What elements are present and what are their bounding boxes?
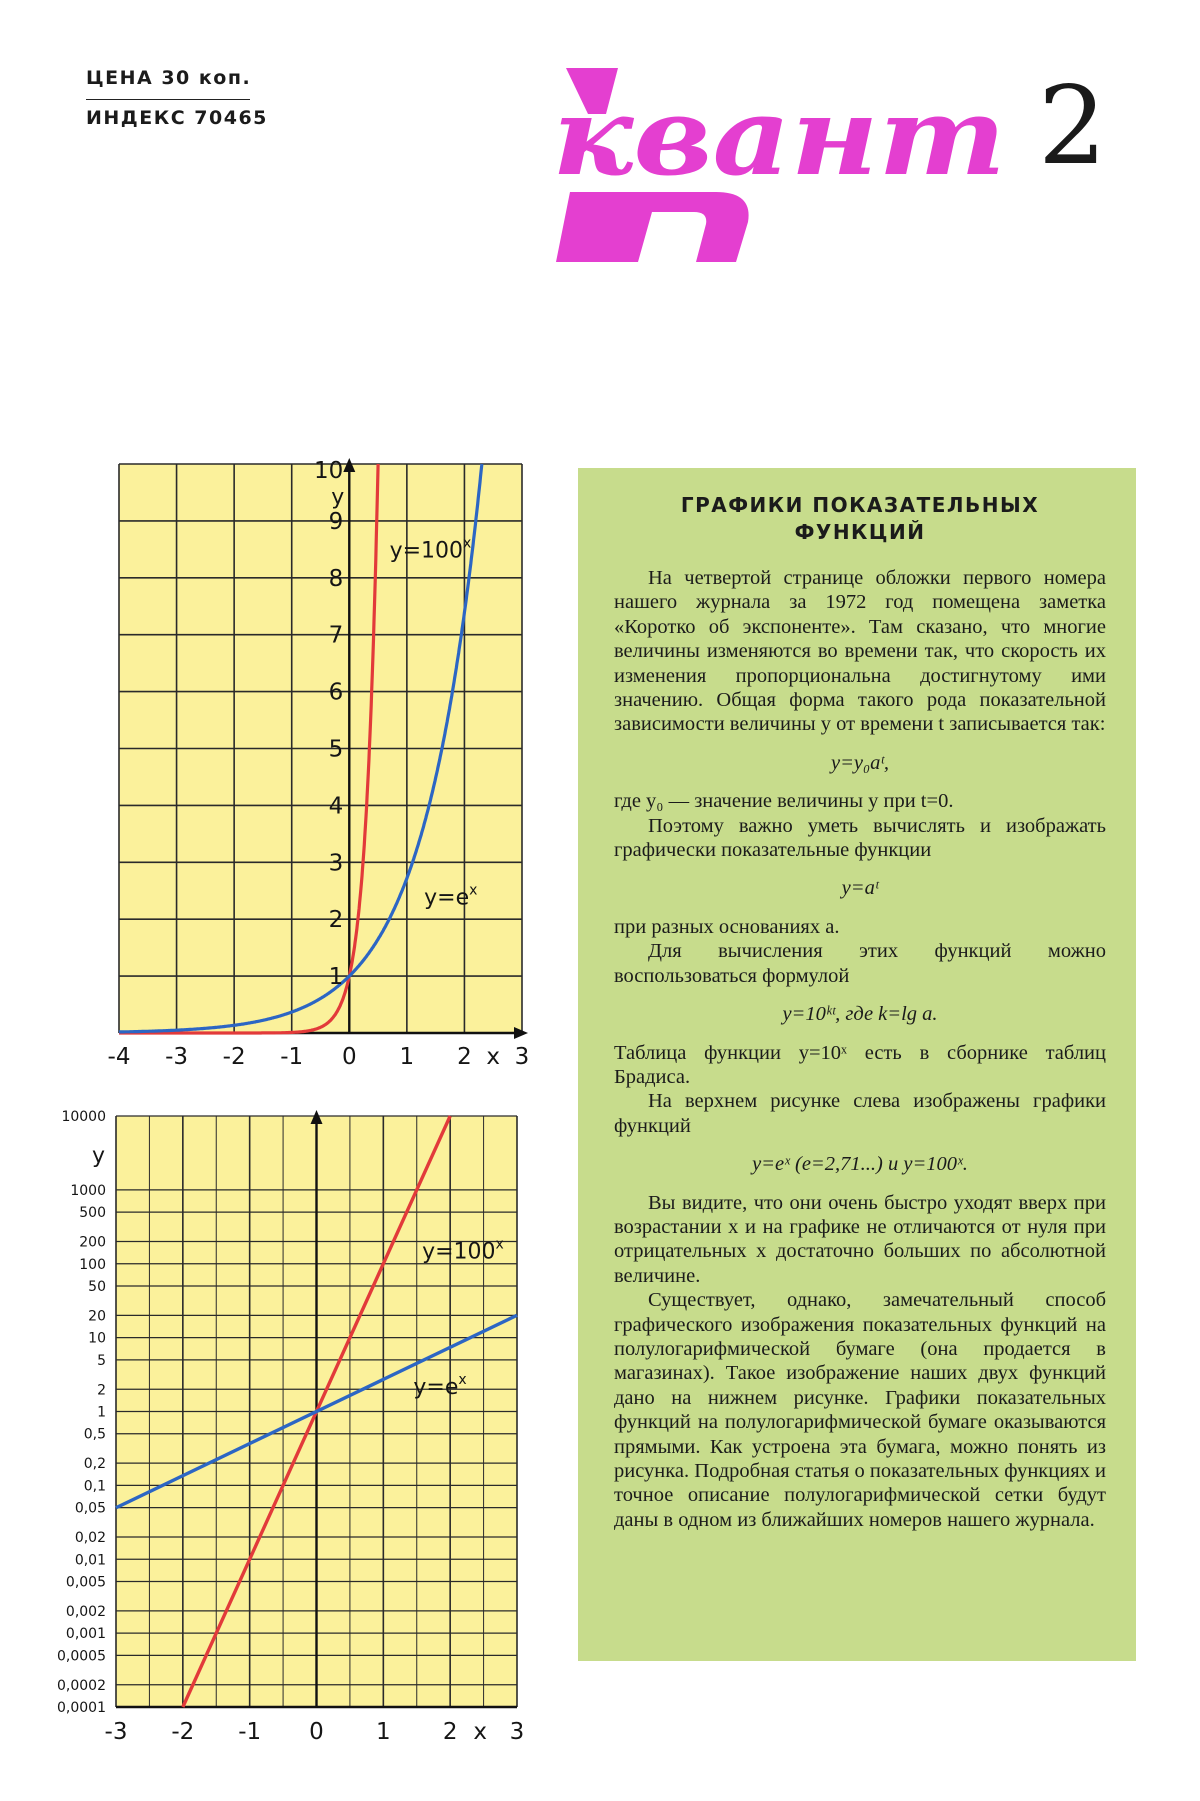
kvant-logo	[548, 62, 1018, 262]
y-tick-label: 20	[88, 1308, 106, 1325]
x-tick-label: 1	[376, 1719, 391, 1745]
logo-text: квант	[552, 74, 1006, 200]
y-tick-label: 5	[328, 736, 344, 763]
formula-3: y=10ᵏᵗ, где k=lg a.	[782, 1003, 938, 1026]
x-tick-label: 3	[514, 1044, 530, 1070]
paragraph-1: На четвертой странице обложки первого номера нашего журнала за 1972 год помещена заметка «Коротко об экспоненте». Там сказано, что многие величины изменяются во времени так, что скорость их изменения пропорциональна достигнутому ими значению. Общая форма такого рода показательной зависимости величины y от времени t записывается так:	[614, 567, 1106, 736]
paragraph-4: при разных основаниях a.	[614, 915, 840, 938]
x-tick-label: -3	[104, 1719, 128, 1745]
x-tick-label: -3	[165, 1044, 189, 1070]
x-tick-label: -1	[238, 1719, 262, 1745]
y-tick-label: 10	[88, 1330, 106, 1347]
y-tick-label: 2	[97, 1382, 106, 1399]
price-block	[86, 60, 268, 137]
formula-1: y=y₀aᵗ,	[831, 751, 889, 774]
y-tick-label: 100	[79, 1256, 106, 1273]
y-tick-label: 200	[79, 1234, 106, 1251]
x-tick-label: 1	[399, 1044, 415, 1070]
y-tick-label: 5	[97, 1352, 106, 1369]
x-tick-labels	[108, 1044, 530, 1070]
label-y-ex: $y=e^x$	[413, 1372, 467, 1401]
article-title-line2: ФУНКЦИЙ	[794, 520, 926, 544]
y-tick-labels	[57, 1109, 106, 1716]
paragraph-7: На верхнем рисунке слева изображены графики функций	[614, 1090, 1106, 1137]
chart-semilog	[0, 1100, 530, 1770]
paragraph-8: Вы видите, что они очень быстро уходят вверх при возрастании x и на графике не отличаются от нуля при отрицательных x достаточно больших по абсолютной величине.	[614, 1191, 1106, 1287]
y-tick-label: 0,0001	[57, 1700, 106, 1716]
paragraph-9: Существует, однако, замечательный способ графического изображения показательных функций на полулогарифмической бумаге (она продается в магазинах). Такое изображение наших двух функций дано на нижнем рисунке. Графики показательных функций на полулогарифмической бумаге оказываются прямыми. Как устроена эта бумага, можно понять из рисунка. Подробная статья о показательных функциях и точное описание полулогарифмической сетки будут даны в одном из ближайших номеров нашего журнала.	[614, 1289, 1106, 1531]
x-tick-label: -2	[171, 1719, 195, 1745]
price-label: ЦЕНА 30 коп.	[86, 67, 252, 89]
y-tick-label: 0,1	[83, 1478, 106, 1495]
y-tick-label: 4	[328, 793, 344, 820]
x-tick-label: x	[473, 1719, 488, 1745]
y-tick-label: 9	[328, 508, 344, 535]
y-tick-label: 0,005	[65, 1574, 106, 1591]
y-tick-label: 1000	[70, 1182, 106, 1199]
label-y-100x: $y=100^x$	[422, 1236, 504, 1265]
x-tick-label: -2	[222, 1044, 246, 1070]
x-tick-label: 3	[509, 1719, 525, 1745]
x-tick-label: -4	[107, 1044, 131, 1070]
x-tick-label: x	[486, 1044, 501, 1070]
y-tick-label: 50	[88, 1278, 106, 1295]
article-title-line1: ГРАФИКИ ПОКАЗАТЕЛЬНЫХ	[680, 493, 1040, 517]
y-tick-label: 3	[328, 850, 344, 877]
x-tick-label: 2	[457, 1044, 472, 1070]
x-tick-labels	[105, 1719, 525, 1745]
x-tick-label: 0	[309, 1719, 324, 1745]
issue-number: 2	[1038, 64, 1107, 189]
y-tick-label: 1	[97, 1404, 106, 1421]
article-panel	[578, 468, 1136, 1661]
y-tick-label: 0,02	[74, 1530, 106, 1547]
paragraph-3: Поэтому важно уметь вычислять и изображать графически показательные функции	[614, 814, 1106, 862]
x-tick-label: 2	[442, 1719, 458, 1745]
y-tick-label: 0,001	[65, 1626, 106, 1643]
y-tick-label: 8	[328, 565, 344, 592]
chart-linear	[0, 448, 530, 1088]
y-tick-label: 2	[328, 907, 344, 934]
y-tick-label: 0,002	[65, 1603, 106, 1620]
y-tick-label: 500	[79, 1205, 106, 1222]
y-tick-label: 6	[328, 679, 344, 706]
y-tick-label: 0,0005	[57, 1648, 106, 1665]
y-axis-label: y	[331, 485, 345, 510]
y-tick-label: 10000	[61, 1109, 106, 1125]
paragraph-2: где y₀ — значение величины y при t=0.	[614, 790, 954, 813]
y-tick-label: 10	[314, 458, 344, 484]
paragraph-6: Таблица функции y=10ˣ есть в сборнике таблиц Брадиса.	[614, 1041, 1106, 1088]
x-tick-label: -1	[280, 1044, 304, 1070]
y-tick-label: 0,05	[74, 1500, 106, 1517]
paragraph-5: Для вычисления этих функций можно воспользоваться формулой	[614, 940, 1106, 987]
x-tick-label: 0	[341, 1044, 357, 1070]
y-tick-label: 0,0002	[57, 1677, 106, 1694]
formula-2: y=aᵗ	[841, 877, 879, 900]
y-tick-label: 1	[328, 964, 344, 991]
y-tick-label: 0,2	[83, 1456, 106, 1473]
article-title	[614, 492, 1106, 546]
formula-4: y=eˣ (e=2,71...) и y=100ˣ.	[752, 1153, 968, 1176]
label-y-ex: $y=e^x$	[424, 882, 478, 911]
y-tick-label: 0,5	[83, 1426, 106, 1443]
y-tick-label: 7	[328, 622, 344, 649]
label-y-100x: $y=100^x$	[389, 535, 472, 564]
y-tick-label: 0,01	[74, 1552, 106, 1569]
index-label: ИНДЕКС 70465	[86, 107, 268, 129]
y-axis-label: y	[92, 1143, 106, 1169]
